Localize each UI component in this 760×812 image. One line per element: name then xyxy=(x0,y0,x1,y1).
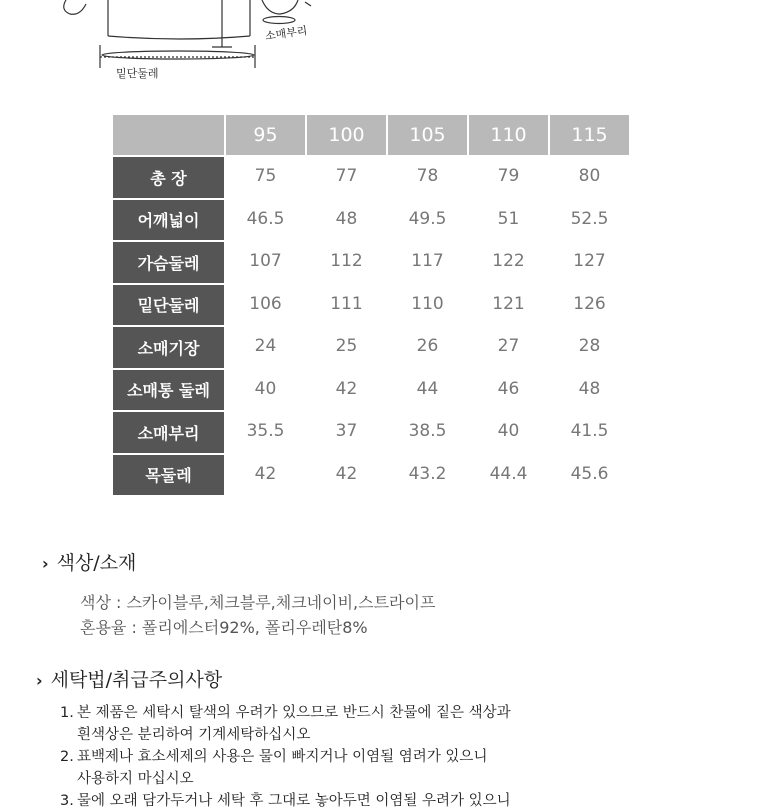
table-cell: 43.2 xyxy=(408,463,447,484)
table-cell: 110 xyxy=(411,293,444,314)
list-item xyxy=(60,702,511,746)
row-label: 소매통 둘레 xyxy=(113,368,224,411)
table-cell: 45.6 xyxy=(570,463,609,484)
size-header-row xyxy=(113,115,629,155)
table-row xyxy=(113,240,629,283)
table-cell: 127 xyxy=(573,251,606,272)
care-item-number: 2. xyxy=(60,749,74,765)
table-cell: 51 xyxy=(497,208,520,229)
size-header-cell: 110 xyxy=(469,115,548,155)
table-cell: 107 xyxy=(249,251,282,272)
size-header-cell: 115 xyxy=(550,115,629,155)
color-material-title: 색상/소재 xyxy=(56,552,137,574)
table-cell: 52.5 xyxy=(570,208,609,229)
table-cell: 41.5 xyxy=(570,421,609,442)
table-cell: 42 xyxy=(335,378,358,399)
table-cell: 37 xyxy=(335,421,358,442)
table-cell: 112 xyxy=(330,251,363,272)
row-label: 목둘레 xyxy=(113,453,224,496)
table-cell: 44.4 xyxy=(489,463,528,484)
row-label: 밑단둘레 xyxy=(113,283,224,326)
table-row xyxy=(113,453,629,496)
table-cell: 122 xyxy=(492,251,525,272)
table-cell: 117 xyxy=(411,251,444,272)
care-heading xyxy=(36,665,222,692)
care-item-text: 물에 오래 담가두거나 세탁 후 그대로 놓아두면 이염될 우려가 있으니 xyxy=(77,793,511,809)
material-line: 혼용율 : 폴리에스터92%, 폴리우레탄8% xyxy=(80,618,368,637)
table-cell: 46.5 xyxy=(246,208,285,229)
table-cell: 75 xyxy=(254,166,277,187)
size-header-cell: 100 xyxy=(307,115,386,155)
hem-measure-label: 밑단둘레 xyxy=(116,67,159,80)
table-cell: 40 xyxy=(254,378,277,399)
table-cell: 80 xyxy=(578,166,601,187)
care-item-text: 본 제품은 세탁시 탈색의 우려가 있으므로 반드시 찬물에 짙은 색상과 흰색상은 분리하여 기계세탁하십시오 xyxy=(77,705,511,743)
table-cell: 77 xyxy=(335,166,358,187)
table-row xyxy=(113,283,629,326)
care-list xyxy=(60,702,511,812)
row-label: 소매부리 xyxy=(113,410,224,453)
table-cell: 38.5 xyxy=(408,421,447,442)
table-row xyxy=(113,325,629,368)
table-cell: 78 xyxy=(416,166,439,187)
table-cell: 121 xyxy=(492,293,525,314)
table-row xyxy=(113,410,629,453)
table-cell: 35.5 xyxy=(246,421,285,442)
table-cell: 24 xyxy=(254,336,277,357)
table-cell: 44 xyxy=(416,378,439,399)
table-cell: 25 xyxy=(335,336,358,357)
table-cell: 49.5 xyxy=(408,208,447,229)
table-cell: 48 xyxy=(578,378,601,399)
table-cell: 79 xyxy=(497,166,520,187)
table-cell: 28 xyxy=(578,336,601,357)
table-cell: 26 xyxy=(416,336,439,357)
table-cell: 46 xyxy=(497,378,520,399)
row-label: 총 장 xyxy=(113,155,224,198)
table-cell: 42 xyxy=(254,463,277,484)
color-material-heading xyxy=(42,548,136,575)
row-label: 소매기장 xyxy=(113,325,224,368)
list-item xyxy=(60,790,511,812)
care-title: 세탁법/취급주의사항 xyxy=(50,669,223,691)
cuff-measure-label: 소매부리 xyxy=(264,24,309,43)
chevron-right-icon: › xyxy=(36,671,43,690)
care-item-number: 1. xyxy=(60,705,74,721)
row-label: 가슴둘레 xyxy=(113,240,224,283)
size-header-cell: 95 xyxy=(226,115,305,155)
table-cell: 126 xyxy=(573,293,606,314)
list-item xyxy=(60,746,511,790)
care-item-text: 표백제나 효소세제의 사용은 물이 빠지거나 이염될 염려가 있으니 사용하지 마십시오 xyxy=(77,749,488,787)
table-row xyxy=(113,155,629,198)
table-cell: 42 xyxy=(335,463,358,484)
table-cell: 106 xyxy=(249,293,282,314)
garment-sketch xyxy=(0,0,360,90)
table-cell: 40 xyxy=(497,421,520,442)
table-cell: 27 xyxy=(497,336,520,357)
table-row xyxy=(113,368,629,411)
color-line: 색상 : 스카이블루,체크블루,체크네이비,스트라이프 xyxy=(80,593,436,612)
size-header-cell: 105 xyxy=(388,115,467,155)
chevron-right-icon: › xyxy=(42,554,49,573)
table-cell: 111 xyxy=(330,293,363,314)
row-label: 어깨넓이 xyxy=(113,198,224,241)
size-chart-table xyxy=(111,115,631,495)
table-cell: 48 xyxy=(335,208,358,229)
care-item-number: 3. xyxy=(60,793,74,809)
table-row xyxy=(113,198,629,241)
size-header-corner xyxy=(113,115,224,155)
